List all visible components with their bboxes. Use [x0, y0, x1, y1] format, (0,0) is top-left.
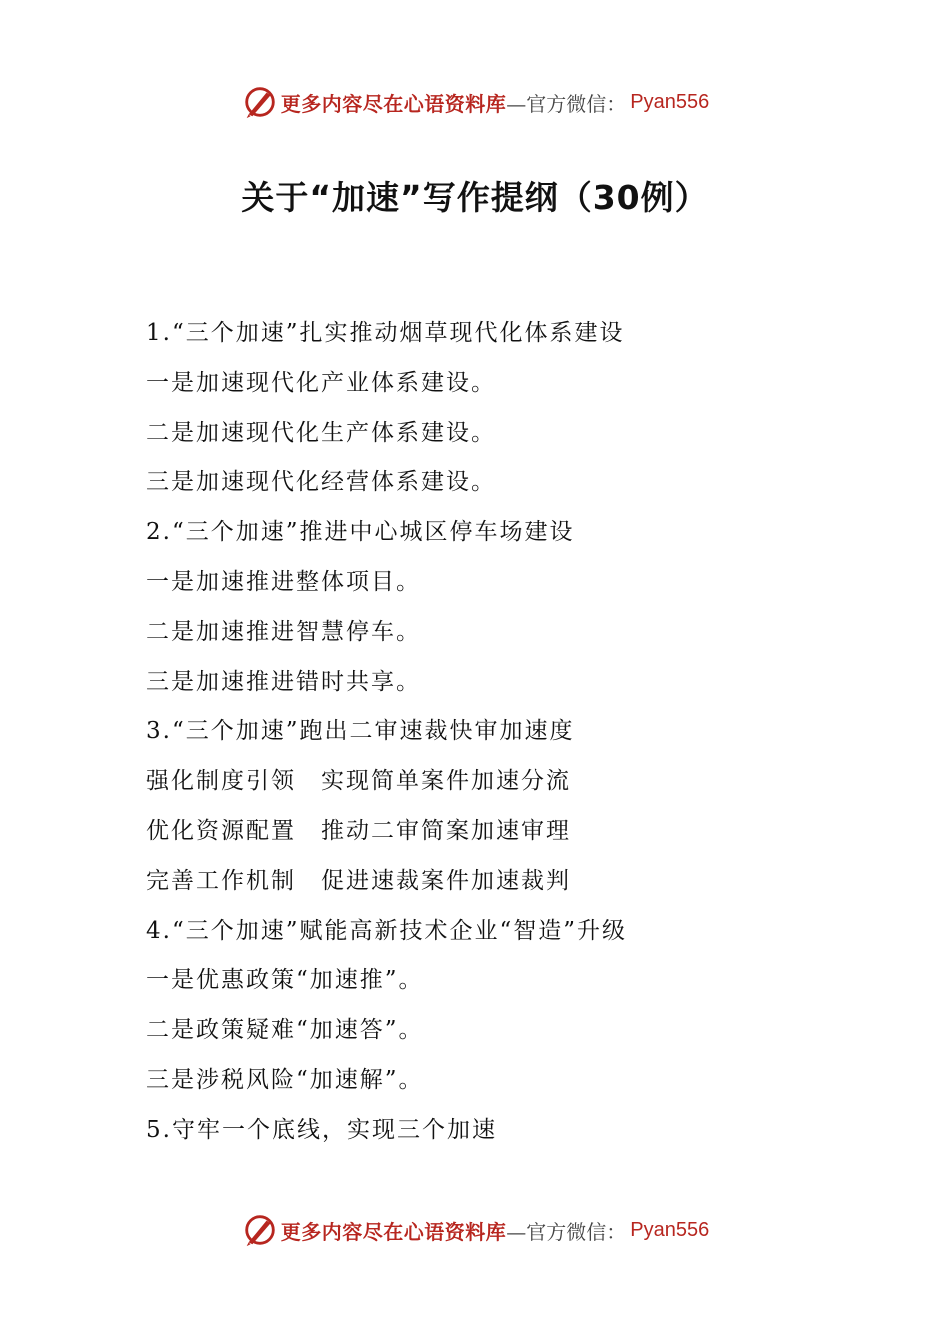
pen-logo-icon: [241, 1211, 279, 1249]
banner-wechat-id: Pyan556: [630, 90, 710, 113]
text-line: 二是政策疑难“加速答”。: [146, 1017, 424, 1044]
text-line: 三是涉税风险“加速解”。: [146, 1066, 424, 1093]
text-line: 优化资源配置 推动二审简案加速审理: [146, 817, 571, 844]
text-line: 一是加速现代化产业体系建设。: [146, 369, 496, 396]
banner-main-text: 更多内容尽在心语资料库: [280, 91, 507, 116]
heading-2: 2.“三个加速”推进中心城区停车场建设: [146, 519, 575, 546]
text-line: 一是优惠政策“加速推”。: [146, 967, 424, 994]
header-watermark-banner: [0, 82, 950, 122]
footer-watermark-banner: [0, 1210, 950, 1250]
heading-1: 1.“三个加速”扎实推动烟草现代化体系建设: [146, 320, 625, 346]
text-line: 二是加速现代化生产体系建设。: [146, 419, 496, 446]
text-line: 强化制度引领 实现简单案件加速分流: [146, 768, 571, 795]
banner-sub-text: —官方微信：: [506, 1219, 627, 1244]
text-line: 完善工作机制 促进速裁案件加速裁判: [146, 867, 571, 894]
document-body: [146, 309, 846, 1156]
banner-main-text: 更多内容尽在心语资料库: [280, 1219, 507, 1244]
text-line: 三是加速推进错时共享。: [146, 668, 421, 695]
text-line: 二是加速推进智慧停车。: [146, 618, 421, 645]
document-title: 关于“加速”写作提纲（30例）: [241, 178, 709, 217]
heading-3: 3.“三个加速”跑出二审速裁快审加速度: [146, 718, 575, 745]
text-line: 三是加速现代化经营体系建设。: [146, 469, 496, 496]
banner-sub-text: —官方微信：: [506, 91, 627, 116]
text-line: 一是加速推进整体项目。: [146, 568, 421, 595]
heading-4: 4.“三个加速”赋能高新技术企业“智造”升级: [146, 917, 627, 944]
pen-logo-icon: [241, 83, 279, 121]
heading-5: 5.守牢一个底线，实现三个加速: [146, 1116, 497, 1143]
banner-wechat-id: Pyan556: [630, 1218, 710, 1241]
